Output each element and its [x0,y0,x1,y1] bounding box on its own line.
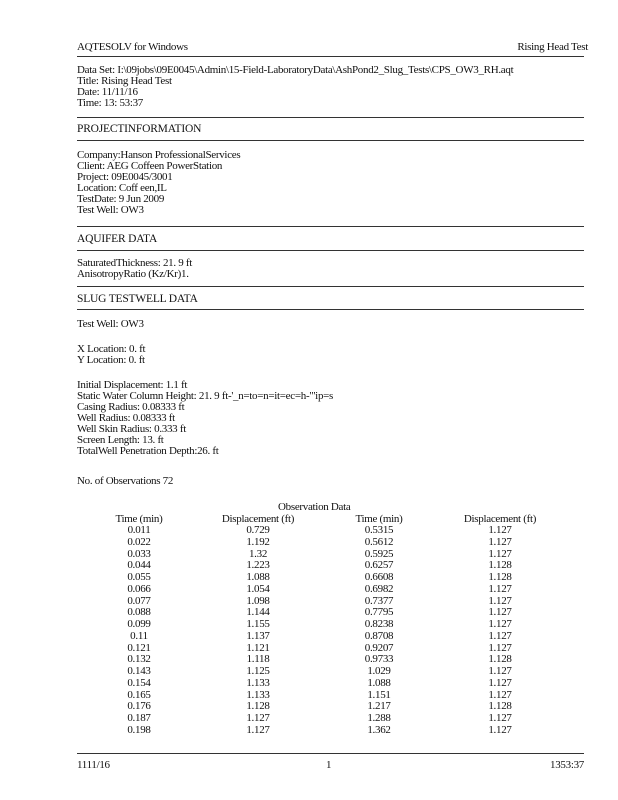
project-info [77,150,240,216]
table-cell: 0.044 [127,559,151,572]
table-cell: 1.127 [488,547,512,560]
rule-4 [77,250,584,251]
location-line: Location: Coff een,IL [77,182,167,194]
column-header: Displacement (ft) [221,513,295,525]
table-cell: 0.033 [127,547,151,560]
table-cell: 0.077 [127,594,151,607]
table-cell: 0.198 [127,723,151,736]
table-cell: 1.128 [488,571,512,583]
table-cell: 1.127 [246,723,270,736]
table-cell: 1.192 [246,535,270,548]
table-cell: 0.9733 [364,653,394,666]
column-header: Displacement (ft) [463,513,537,525]
page-number: 1 [326,759,332,771]
column-cells [100,525,178,737]
table-cell: 0.11 [130,629,148,642]
table-cell: 0.143 [127,665,151,677]
table-cell: 1.127 [488,629,512,642]
table-cell: 0.6982 [364,582,394,595]
rule-3 [77,226,584,227]
table-cell: 1.155 [246,618,270,630]
table-cell: 1.088 [367,676,391,689]
table-cell: 1.127 [488,641,512,654]
saturated-thickness-line: SaturatedThickness: 21. 9 ft [77,257,193,269]
table-cell: 0.154 [127,676,151,689]
table-cell: 1.118 [246,653,270,666]
table-cell: 0.011 [127,524,151,536]
slug-test-well-line: Test Well: OW3 [77,318,144,330]
table-cell: 0.8238 [364,618,394,630]
time-column-1 [100,514,178,737]
well-radius-line: Well Radius: 0.08333 ft [77,412,175,424]
column-cells [210,525,306,737]
table-cell: 0.165 [127,688,151,701]
test-type: Rising Head Test [517,41,588,53]
table-cell: 0.6608 [364,571,394,583]
table-cell: 0.5612 [364,535,394,548]
table-cell: 1.127 [488,618,512,630]
project-heading: PROJECTINFORMATION [77,123,202,135]
column-header: Time (min) [115,513,163,525]
table-cell: 1.151 [367,688,391,701]
table-cell: 1.125 [246,665,270,677]
penetration-depth-line: TotalWell Penetration Depth:26. ft [77,445,219,457]
table-cell: 1.054 [246,582,270,595]
table-cell: 1.128 [246,700,270,713]
table-cell: 1.098 [246,594,270,607]
table-cell: 1.127 [488,606,512,619]
table-cell: 1.127 [488,524,512,536]
table-cell: 0.176 [127,700,151,713]
table-cell: 0.6257 [364,559,394,572]
table-cell: 1.288 [367,712,391,724]
table-cell: 1.223 [246,559,270,572]
table-cell: 1.127 [488,688,512,701]
x-location-line: X Location: 0. ft [77,343,146,355]
app-name: AQTESOLV for Windows [77,41,188,53]
table-cell: 0.5925 [364,547,394,560]
table-cell: 0.7377 [364,594,394,607]
table-cell: 0.729 [246,524,270,536]
initial-displacement-line: Initial Displacement: 1.1 ft [77,379,188,391]
company-line: Company:Hanson ProfessionalServices [77,149,241,161]
table-cell: 1.144 [246,606,270,619]
rule-2 [77,140,584,141]
table-cell: 1.133 [246,688,270,701]
table-cell: 0.088 [127,606,151,619]
table-cell: 1.127 [488,535,512,548]
table-cell: 1.362 [367,723,391,736]
screen-length-line: Screen Length: 13. ft [77,434,164,446]
well-parameters [77,380,333,457]
table-cell: 0.055 [127,571,151,583]
table-cell: 0.9207 [364,641,394,654]
date-line: Date: 11/11/16 [77,86,138,98]
displacement-column-1 [210,514,306,737]
footer-rule [77,753,584,754]
aquifer-info [77,258,192,280]
table-caption: Observation Data [278,501,351,513]
static-water-column-line: Static Water Column Height: 21. 9 ft-'_n=to=n=it=ec=h-"'ip=s [77,390,334,402]
table-cell: 0.132 [127,653,151,666]
table-cell: 1.133 [246,676,270,689]
footer-time: 1353:37 [550,759,584,771]
table-cell: 1.127 [488,712,512,724]
test-date-line: TestDate: 9 Jun 2009 [77,193,165,205]
column-header: Time (min) [355,513,403,525]
table-cell: 1.137 [246,629,270,642]
table-cell: 0.099 [127,618,151,630]
table-cell: 0.066 [127,582,151,595]
dataset-line: Data Set: I:\09jobs\09E0045\Admin\15-Field-LaboratoryData\AshPond2_Slug_Tests\CPS_OW3_RH.aqt [77,64,514,76]
table-cell: 1.127 [488,594,512,607]
header-rule [77,56,584,57]
table-cell: 1.121 [246,641,270,654]
table-cell: 0.022 [127,535,151,548]
test-well-line: Test Well: OW3 [77,204,144,216]
anisotropy-line: AnisotropyRatio (Kz/Kr)1. [77,268,189,280]
column-cells [340,525,418,737]
time-line: Time: 13: 53:37 [77,97,143,109]
table-cell: 0.8708 [364,629,394,642]
casing-radius-line: Casing Radius: 0.08333 ft [77,401,185,413]
location-block [77,344,145,366]
file-info [77,65,513,109]
column-cells [452,525,548,737]
title-line: Title: Rising Head Test [77,75,172,87]
table-cell: 1.217 [367,700,391,713]
table-cell: 1.32 [248,547,268,560]
slug-heading: SLUG TESTWELL DATA [77,293,198,305]
y-location-line: Y Location: 0. ft [77,354,145,366]
table-cell: 1.127 [488,723,512,736]
time-column-2 [340,514,418,737]
table-cell: 1.127 [488,582,512,595]
table-cell: 1.128 [488,653,512,666]
rule-1 [77,117,584,118]
table-cell: 0.5315 [364,524,394,536]
well-skin-radius-line: Well Skin Radius: 0.333 ft [77,423,186,435]
table-cell: 1.127 [488,676,512,689]
client-line: Client: AEG Coffeen PowerStation [77,160,223,172]
table-cell: 1.127 [488,665,512,677]
table-cell: 1.128 [488,559,512,572]
aquifer-heading: AQUIFER DATA [77,233,158,245]
table-cell: 1.128 [488,700,512,713]
observations-count: No. of Observations 72 [77,475,174,487]
table-cell: 1.088 [246,571,270,583]
footer-date: 1111/16 [77,759,110,771]
table-cell: 1.127 [246,712,270,724]
table-cell: 0.7795 [364,606,394,619]
table-cell: 0.187 [127,712,151,724]
table-cell: 1.029 [367,665,391,677]
rule-5 [77,286,584,287]
rule-6 [77,309,584,310]
table-cell: 0.121 [127,641,151,654]
displacement-column-2 [452,514,548,737]
project-line: Project: 09E0045/3001 [77,171,173,183]
